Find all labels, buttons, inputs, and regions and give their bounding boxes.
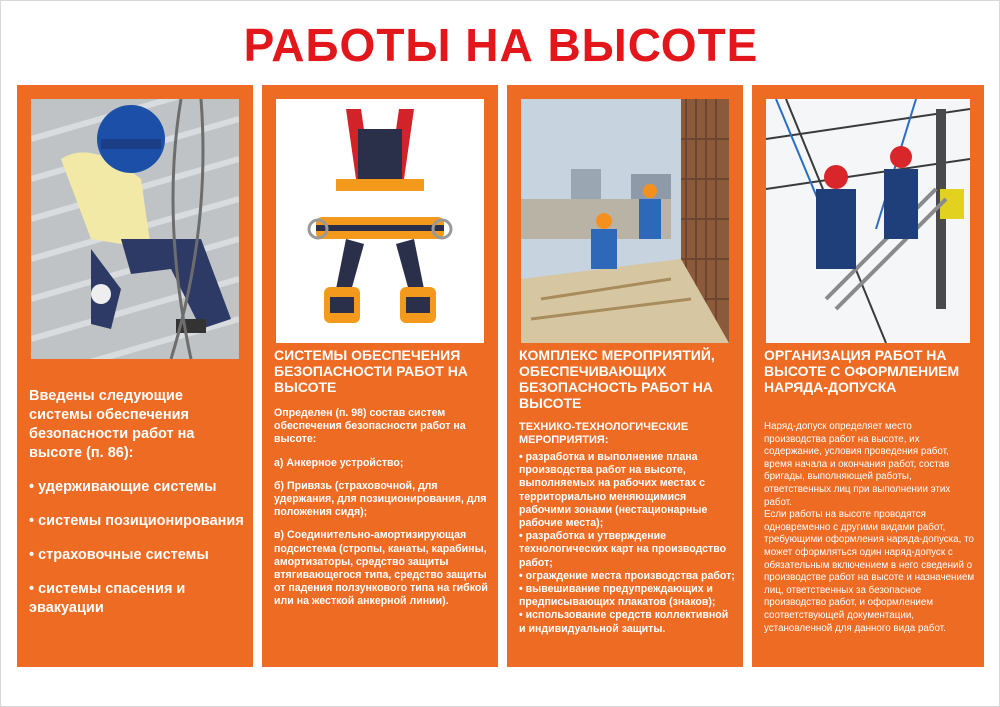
permit-heading: ОРГАНИЗАЦИЯ РАБОТ НА ВЫСОТЕ С ОФОРМЛЕНИЕМ НАРЯДА-ДОПУСКА xyxy=(764,347,960,395)
photo-safety-harness xyxy=(276,99,484,343)
safety-systems-lead: Введены следующие системы обеспечения безопасности работ на высоте (п. 86): xyxy=(29,388,195,461)
paragraph: Если работы на высоте проводятся одновременно с другими видами работ, требующими оформления наряда-допуска, то может оформляться один наряд-допуск с обязательным включением в него сведений о производстве работ на высоте и назначением лиц, ответственных за безопасное производство работ, и оформлением соответствующей документации, установленной для данного вида работ. xyxy=(764,509,975,634)
safety-systems-list xyxy=(29,478,247,633)
list-item: • разработка и выполнение плана производства работ на высоте, выполняемых на рабочих местах с территориально меняющимися рабочими зонами (нестационарные рабочие места); xyxy=(519,451,708,530)
components-body xyxy=(274,407,490,619)
measures-subheading: ТЕХНИКО-ТЕХНОЛОГИЧЕСКИЕ МЕРОПРИЯТИЯ: xyxy=(519,421,689,446)
paragraph: а) Анкерное устройство; xyxy=(274,456,404,469)
poster-title: РАБОТЫ НА ВЫСОТЕ xyxy=(243,19,759,71)
list-item: • использование средств коллективной и индивидуальной защиты. xyxy=(519,609,729,635)
panel-safety-system-components xyxy=(262,85,498,667)
paragraph: Определен (п. 98) состав систем обеспечения безопасности работ на высоте: xyxy=(274,407,466,446)
paragraph: в) Соединительно-амортизирующая подсистема (стропы, канаты, карабины, амортизаторы, средство защиты втягивающегося типа, средство защиты от падения ползункового типа на гибкой или на жесткой анкерной линии). xyxy=(274,529,488,608)
list-item: • удерживающие системы xyxy=(29,479,217,495)
paragraph: Наряд-допуск определяет место производства работ на высоте, их содержание, условия проведения работ, время начала и окончания работ, состав бригады, выполняющей работы, ответственных лиц при выполнении этих работ. xyxy=(764,421,951,508)
photo-worker-at-height xyxy=(31,99,239,359)
list-item: • системы позиционирования xyxy=(29,513,244,529)
panel-safety-measures xyxy=(507,85,743,667)
list-item: • страховочные системы xyxy=(29,547,209,563)
measures-list xyxy=(519,451,735,636)
worker-on-roof-illustration xyxy=(31,99,239,359)
measures-heading: КОМПЛЕКС МЕРОПРИЯТИЙ, ОБЕСПЕЧИВАЮЩИХ БЕЗОПАСНОСТЬ РАБОТ НА ВЫСОТЕ xyxy=(519,347,715,411)
power-line-workers-illustration xyxy=(766,99,970,343)
safety-harness-illustration xyxy=(276,99,484,343)
list-item: • системы спасения и эвакуации xyxy=(29,581,186,616)
construction-site-illustration xyxy=(521,99,729,343)
panel-work-permit xyxy=(752,85,984,667)
list-item: • ограждение места производства работ; xyxy=(519,569,735,582)
components-heading: СИСТЕМЫ ОБЕСПЕЧЕНИЯ БЕЗОПАСНОСТИ РАБОТ НА ВЫСОТЕ xyxy=(274,347,468,395)
photo-power-line-workers xyxy=(766,99,970,343)
list-item: • разработка и утверждение технологических карт на производство работ; xyxy=(519,530,727,569)
paragraph: б) Привязь (страховочной, для удержания, для позиционирования, для положения сидя); xyxy=(274,479,487,519)
photo-construction-site xyxy=(521,99,729,343)
panel-safety-systems-list xyxy=(17,85,253,667)
list-item: • вывешивание предупреждающих и предписывающих плакатов (знаков); xyxy=(519,583,716,609)
permit-body xyxy=(764,421,976,635)
